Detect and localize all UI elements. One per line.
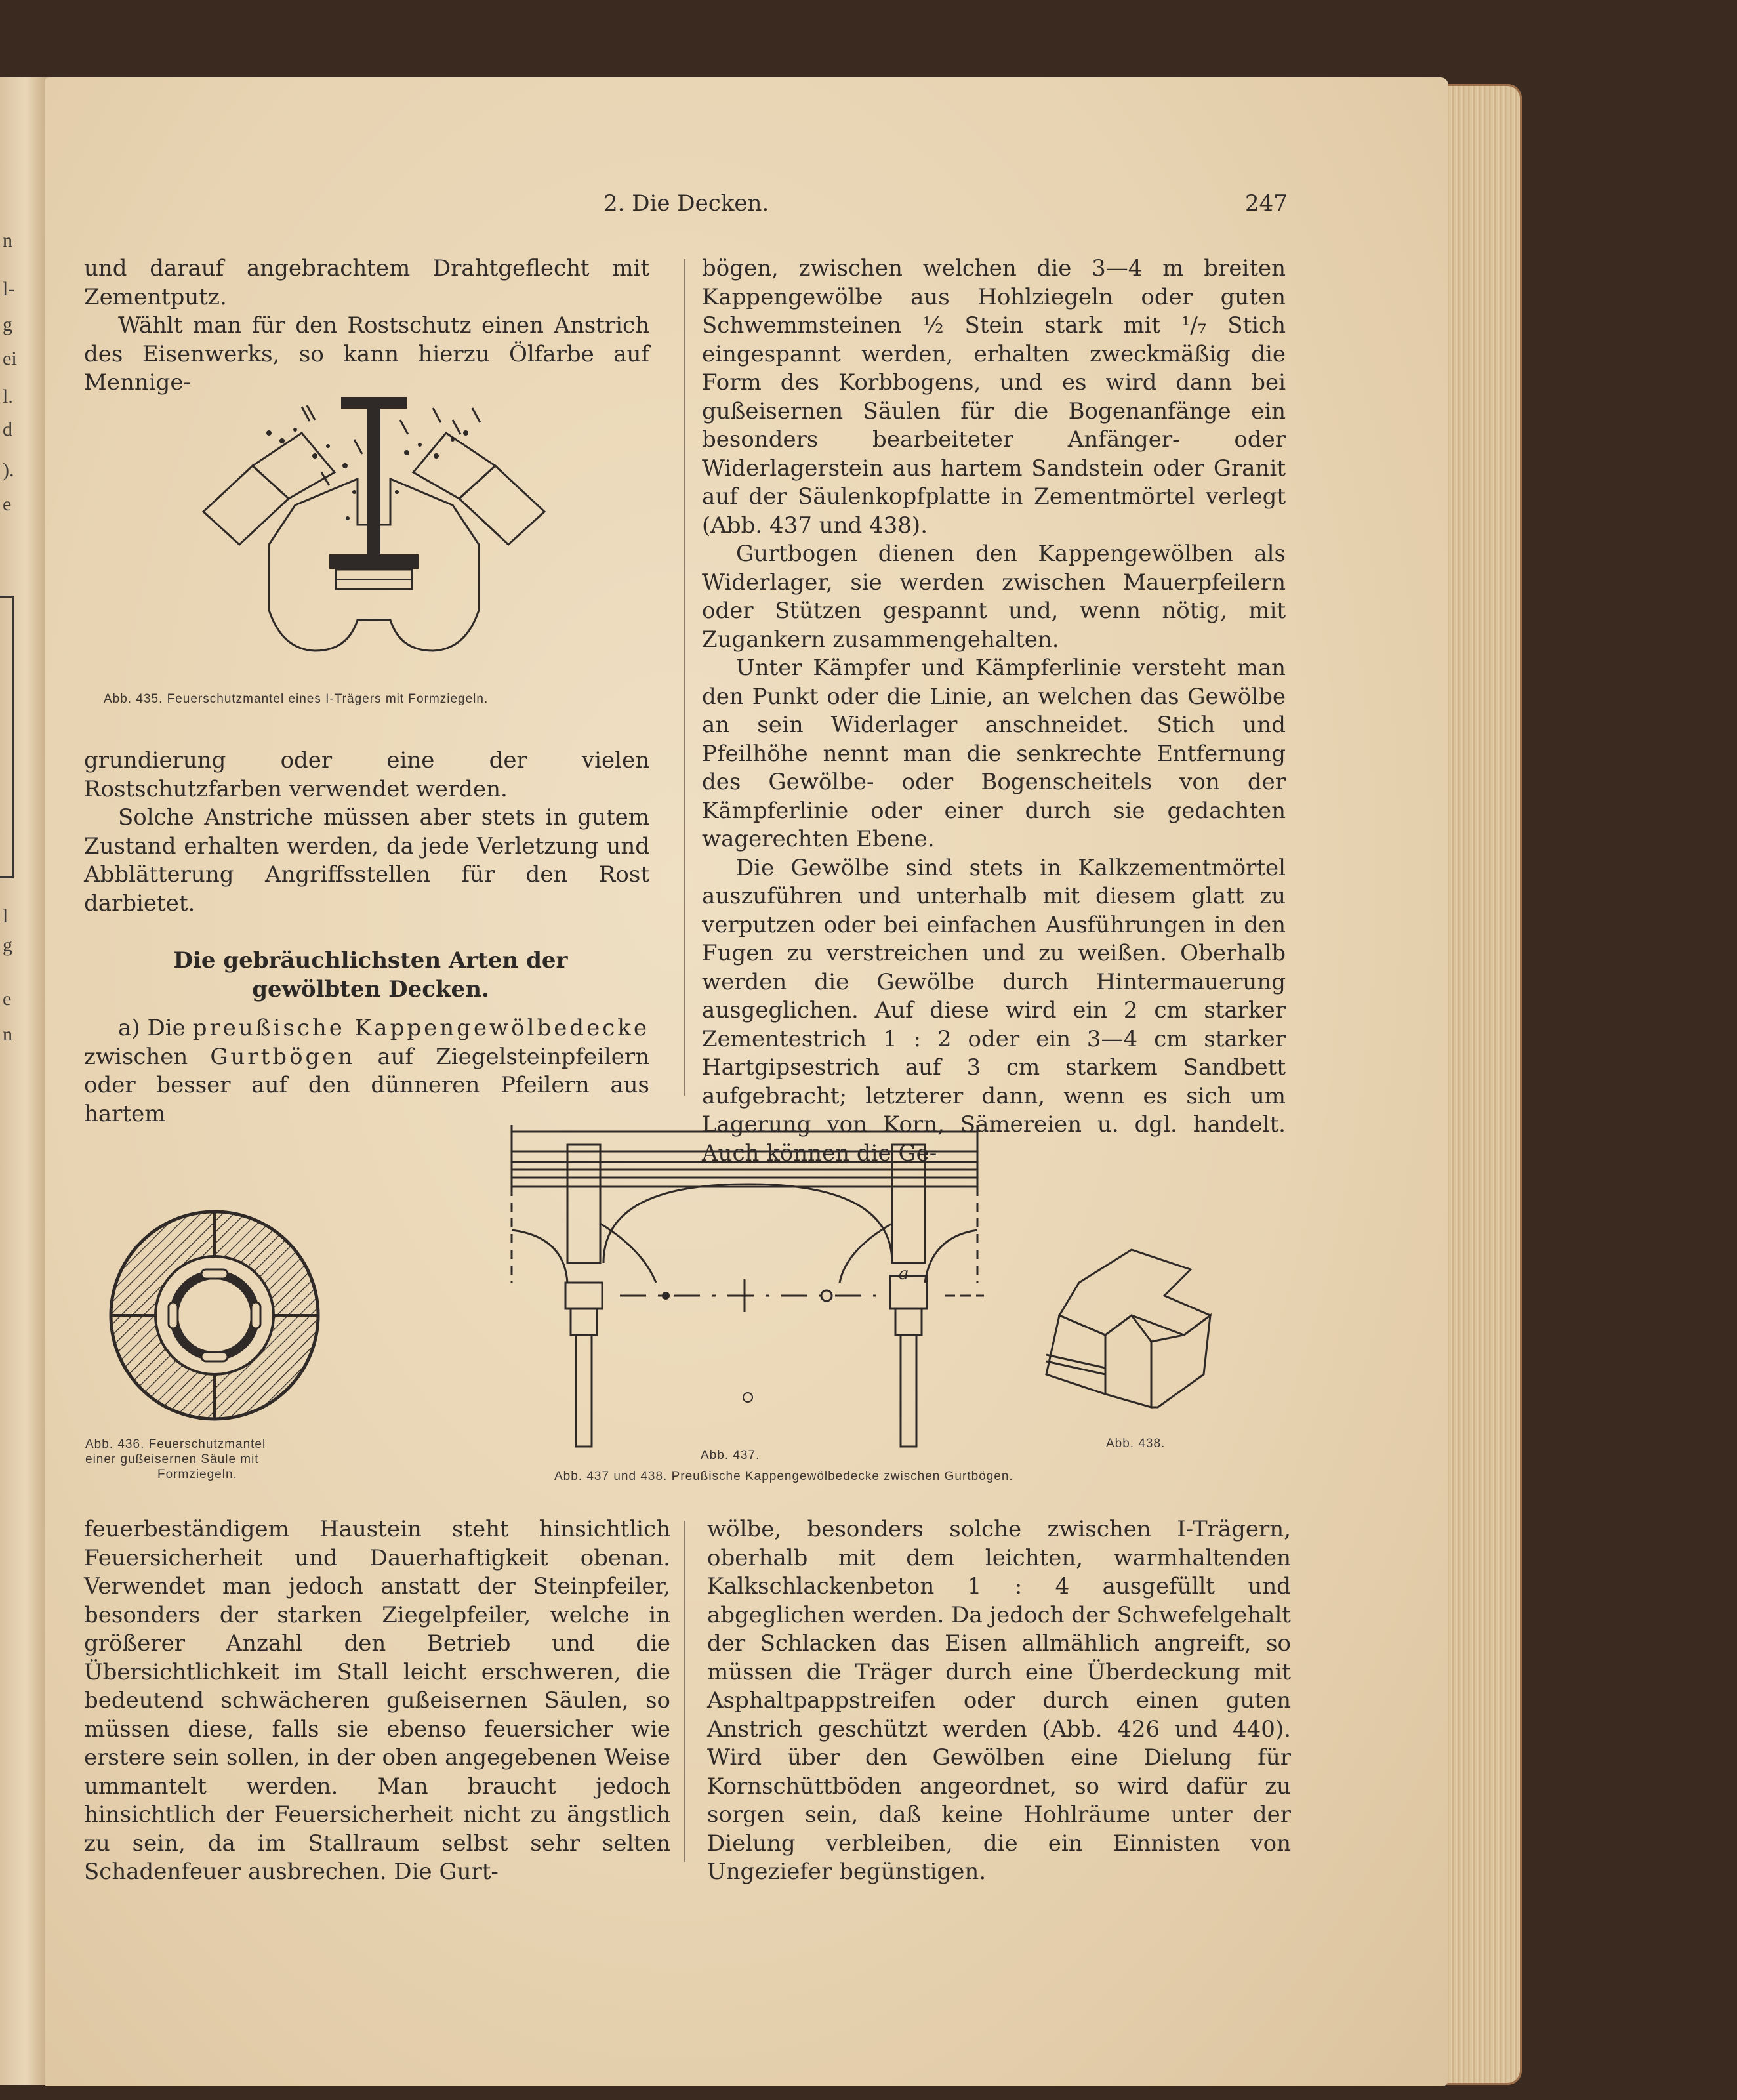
page-number: 247 (1245, 190, 1288, 216)
figure-letter: a (899, 1262, 909, 1284)
figure-438-springer-stone (1033, 1243, 1236, 1420)
margin-fragment: g (3, 934, 12, 956)
figure-435-beam-fireproofing (190, 394, 558, 669)
figure-437-438-caption: Abb. 437 und 438. Preußische Kappengewölbedecke zwischen Gurtbögen. (554, 1470, 1013, 1483)
paragraph: bögen, zwischen welchen die 3—4 m breiten Kappengewölbe aus Hohlziegeln oder guten Schwemmsteinen ½ Stein stark mit ¹/₇ Stich eingespannt werden, erhalten zweckmäßig die Form des Korbbogens, und es wird dann bei gußeisernen Säulen für die Bogenanfänge ein besonders bearbeiteter Anfänger- oder Widerlagerstein aus hartem Sandstein oder Granit auf der Säulenkopfplatte in Zementmörtel verlegt (Abb. 437 und 438). (702, 255, 1286, 539)
margin-fragment: ei (3, 348, 17, 369)
left-column-lower (84, 1515, 670, 1887)
margin-fragment: l- (3, 278, 15, 300)
margin-fragment: e (3, 493, 12, 515)
left-column-bottom-para (84, 1014, 649, 1128)
section-heading: Die gebräuchlichsten Arten der gewölbten Decken. (173, 947, 568, 1002)
margin-fragment: e (3, 988, 12, 1010)
figure-438-label: Abb. 438. (1106, 1437, 1166, 1451)
figure-436-caption (85, 1437, 348, 1482)
paragraph: Gurtbogen dienen den Kappengewölben als Widerlager, sie werden zwischen Mauerpfeilern oder Stützen gespannt und, wenn nötig, mit Zugankern zusammengehalten. (702, 541, 1286, 653)
right-column-top (702, 255, 1286, 1168)
margin-fragment: g (3, 314, 12, 335)
margin-fragment: d (3, 419, 12, 440)
spaced-term: preußische Kappengewölbedecke (192, 1015, 649, 1041)
text-run: a) Die (118, 1015, 186, 1041)
paragraph: grundierung oder eine der vielen Rostschutzfarben verwendet werden. (84, 747, 649, 802)
margin-fragment: ). (3, 459, 14, 481)
figure-437-vault-section (505, 1125, 997, 1453)
figure-435-caption: Abb. 435. Feuerschutzmantel eines I-Trägers mit Formziegeln. (104, 692, 489, 706)
running-header: 2. Die Decken. (603, 190, 769, 216)
paragraph: und darauf angebrachtem Drahtgeflecht mit Zementputz. (84, 255, 649, 310)
column-rule (684, 1521, 685, 1862)
text-run: zwischen (84, 1043, 188, 1070)
caption-line: einer gußeisernen Säule mit (85, 1452, 259, 1466)
spaced-term: Gurtbögen (210, 1043, 356, 1070)
caption-line: Formziegeln. (157, 1468, 237, 1481)
margin-box (0, 596, 14, 878)
right-column-lower (707, 1515, 1291, 1887)
left-column-top (84, 255, 649, 398)
margin-fragment: n (3, 230, 12, 251)
margin-fragment: l (3, 905, 9, 927)
figure-437-label: Abb. 437. (701, 1449, 760, 1462)
paragraph: Solche Anstriche müssen aber stets in gutem Zustand erhalten werden, da jede Verletzung und Abblätterung Angriffsstellen für den Rost darbietet. (84, 804, 649, 916)
left-column-middle (84, 747, 649, 918)
text-run: auf Ziegelsteinpfeilern oder besser auf den dünneren Pfeilern aus hartem (84, 1043, 650, 1127)
caption-line: Abb. 436. Feuerschutzmantel (85, 1437, 266, 1451)
paragraph: Unter Kämpfer und Kämpferlinie versteht man den Punkt oder die Linie, an welchen das Gewölbe an sein Widerlager anschneidet. Stich und Pfeilhöhe nennt man die senkrechte Entfernung des Gewölbe- oder Bogenscheitels von der Kämpferlinie oder einer durch sie gedachten wagerechten Ebene. (702, 655, 1286, 852)
paragraph: wölbe, besonders solche zwischen I-Trägern, oberhalb mit dem leichten, warmhaltenden Kalkschlackenbeton 1 : 4 ausgefüllt und abgeglichen werden. Da jedoch der Schwefelgehalt der Schlacken das Eisen allmählich angreift, so müssen die Träger durch eine Überdeckung mit Asphaltpappstreifen oder durch einen guten Anstrich geschützt werden (Abb. 426 und 440). Wird über den Gewölben eine Dielung für Kornschüttböden angeordnet, so wird dafür zu sorgen sein, daß keine Hohlräume unter der Dielung verbleiben, die ein Einnisten von Ungeziefer begünstigen. (707, 1516, 1291, 1885)
margin-fragment: n (3, 1023, 12, 1045)
paragraph: Die Gewölbe sind stets in Kalkzementmörtel auszuführen und unterhalb mit diesem glatt zu verputzen oder bei einfachen Ausführungen in den Fugen zu verstreichen und zu weißen. Oberhalb werden die Gewölbe durch Hintermauerung ausgeglichen. Auf diese wird ein 2 cm starker Zementestrich 1 : 2 oder ein 3—4 cm starker Hartgipsestrich auf 3 cm starkem Sandbett aufgebracht; letzterer dann, wenn es sich um Lagerung von Korn, Sämereien u. dgl. handelt. Auch können die Ge- (702, 854, 1286, 1166)
margin-fragment: l. (3, 386, 13, 407)
paragraph: feuerbeständigem Haustein steht hinsichtlich Feuersicherheit und Dauerhaftigkeit obenan. Verwendet man jedoch anstatt der Steinpfeiler, besonders der starken Ziegelpfeiler, welche in größerer Anzahl den Betrieb und die Übersichtlichkeit im Stall leicht erschweren, die bedeutend schwächeren gußeisernen Säulen, so müssen diese, falls sie ebenso feuersicher wie erstere sein sollen, in der oben angegebenen Weise ummantelt werden. Man braucht jedoch hinsichtlich der Feuersicherheit nicht zu ängstlich zu sein, da im Stallraum selbst sehr selten Schadenfeuer ausbrechen. Die Gurt- (84, 1516, 670, 1885)
paragraph: Wählt man für den Rostschutz einen Anstrich des Eisenwerks, so kann hierzu Ölfarbe auf Mennige- (84, 312, 649, 396)
previous-page-edge (0, 77, 49, 2085)
column-rule (684, 259, 685, 1096)
figure-436-column-fireproofing (106, 1207, 323, 1424)
